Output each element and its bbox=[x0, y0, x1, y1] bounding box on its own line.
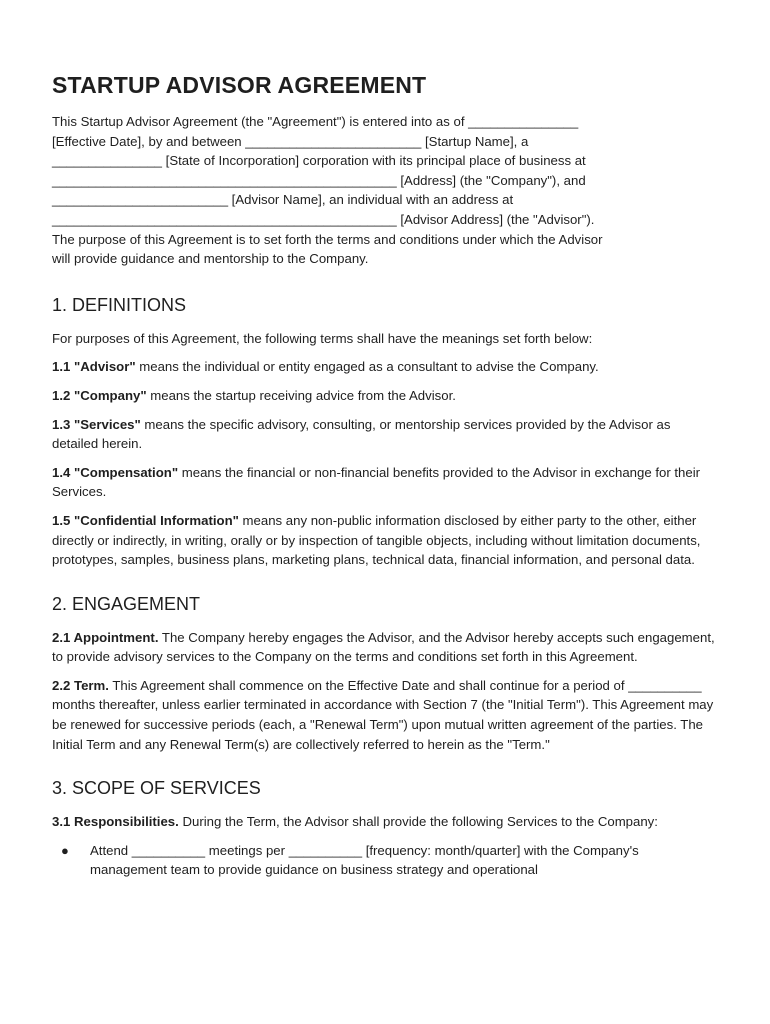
intro-paragraph bbox=[52, 112, 718, 269]
definition-item-advisor bbox=[52, 357, 718, 377]
intro-line: ________________________ [Advisor Name], an individual with an address at bbox=[52, 192, 514, 208]
definition-item-services bbox=[52, 415, 718, 454]
definition-text: means the specific advisory, consulting, or mentorship services provided by the Advisor as detailed herein. bbox=[52, 416, 671, 452]
document-title: STARTUP ADVISOR AGREEMENT bbox=[52, 72, 427, 98]
definition-term: 1.4 "Compensation" bbox=[52, 464, 179, 480]
clause-text: During the Term, the Advisor shall provide the following Services to the Company: bbox=[178, 814, 658, 830]
clause-text: The Company hereby engages the Advisor, and the Advisor hereby accepts such engagement, to provide advisory services to the Company on the terms and conditions set forth in this Agreement. bbox=[52, 629, 715, 665]
definition-term: 1.3 "Services" bbox=[52, 416, 141, 432]
definition-item-confidential-information bbox=[52, 511, 718, 570]
intro-line: The purpose of this Agreement is to set forth the terms and conditions under which the Advisor bbox=[52, 231, 603, 247]
bullet-icon: ● bbox=[61, 842, 69, 858]
definition-item-compensation bbox=[52, 463, 718, 502]
intro-line: This Startup Advisor Agreement (the "Agreement") is entered into as of _______________ bbox=[52, 114, 579, 129]
definition-term: 1.5 "Confidential Information" bbox=[52, 512, 239, 528]
intro-line: [Effective Date], by and between ________________________ [Startup Name], a bbox=[52, 133, 529, 149]
clause-text: This Agreement shall commence on the Effective Date and shall continue for a period of __________ months thereafter, unless earlier terminated in accordance with Section 7 (the "Initial Term"). This Agreement may be renewed for successive periods (each, a "Renewal Term") upon mutual written agreement of the parties. The Initial Term and any Renewal Term(s) are collectively referred to herein as the "Term." bbox=[52, 677, 714, 752]
definitions-lead: For purposes of this Agreement, the following terms shall have the meanings set forth below: bbox=[52, 330, 593, 346]
intro-line: will provide guidance and mentorship to the Company. bbox=[52, 251, 369, 267]
bullet-text: Attend __________ meetings per __________ [frequency: month/quarter] with the Company's management team to provide guidance on business strategy and operational bbox=[90, 842, 639, 878]
clause-term: 2.1 Appointment. bbox=[52, 629, 159, 645]
definition-item-company bbox=[52, 386, 718, 406]
clause-term: 2.2 Term. bbox=[52, 677, 109, 693]
definition-text: means the individual or entity engaged as a consultant to advise the Company. bbox=[135, 359, 599, 375]
definition-text: means the financial or non-financial benefits provided to the Advisor in exchange for their Services. bbox=[52, 464, 701, 500]
clause-term: 3.1 Responsibilities. bbox=[52, 814, 179, 830]
section-heading-engagement: 2. ENGAGEMENT bbox=[52, 593, 201, 614]
engagement-item-term bbox=[52, 676, 718, 754]
definition-text: means any non-public information disclosed by either party to the other, either directly or indirectly, in writing, orally or by inspection of tangible objects, including without limitation documents, prototypes, samples, business plans, marketing plans, technical data, financial information, and personal data. bbox=[52, 512, 701, 568]
intro-line: _______________________________________________ [Address] (the "Company"), and bbox=[52, 172, 586, 188]
scope-item-responsibilities bbox=[52, 812, 718, 832]
intro-line: _______________ [State of Incorporation] corporation with its principal place of business at bbox=[52, 153, 586, 169]
definition-term: 1.2 "Company" bbox=[52, 387, 147, 403]
definition-term: 1.1 "Advisor" bbox=[52, 359, 136, 375]
bullet-list-item bbox=[52, 841, 718, 880]
intro-line: _______________________________________________ [Advisor Address] (the "Advisor"). bbox=[52, 211, 595, 227]
section-heading-definitions: 1. DEFINITIONS bbox=[52, 294, 187, 315]
engagement-item-appointment bbox=[52, 628, 718, 667]
definition-text: means the startup receiving advice from the Advisor. bbox=[146, 387, 456, 403]
section-heading-scope-of-services: 3. SCOPE OF SERVICES bbox=[52, 778, 261, 799]
